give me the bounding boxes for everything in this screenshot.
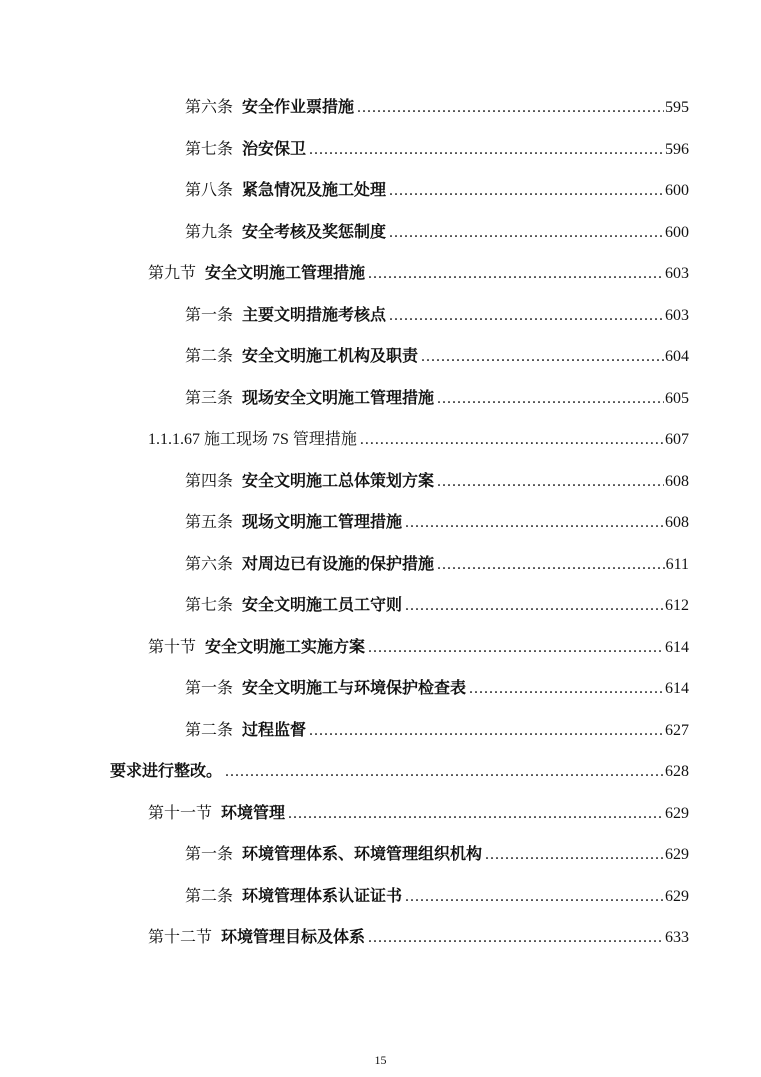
- toc-entry[interactable]: [185, 554, 689, 576]
- toc-section-entry[interactable]: [148, 637, 689, 659]
- toc-entry-page: 595: [665, 99, 689, 116]
- toc-entry-page: 614: [665, 639, 689, 656]
- toc-entry[interactable]: [185, 346, 689, 368]
- dot-leader: [357, 97, 664, 119]
- toc-numbered-entry[interactable]: [148, 429, 689, 451]
- toc-entry-page: 628: [665, 763, 689, 780]
- toc-entry-page: 627: [665, 722, 689, 739]
- toc-entry-title: 主要文明措施考核点: [242, 307, 387, 324]
- toc-entry[interactable]: [185, 844, 689, 866]
- toc-entry-prefix: 第五条: [185, 514, 234, 531]
- toc-entry-title: 环境管理目标及体系: [221, 929, 366, 946]
- toc-entry-prefix: 第六条: [185, 99, 234, 116]
- toc-entry-prefix: 第七条: [185, 141, 234, 158]
- dot-leader: [389, 305, 664, 327]
- toc-entry-title: 要求进行整改。: [110, 763, 223, 780]
- toc-entry-page: 614: [665, 680, 689, 697]
- toc-entry-page: 603: [665, 307, 689, 324]
- toc-entry-prefix: 第一条: [185, 680, 234, 697]
- toc-entry-page: 605: [665, 390, 689, 407]
- toc-entry-page: 596: [665, 141, 689, 158]
- toc-entry-prefix: 第十二节: [148, 929, 213, 946]
- toc-entry-title: 安全文明施工管理措施: [205, 265, 366, 282]
- dot-leader: [360, 429, 664, 451]
- toc-entry-title: 安全考核及奖惩制度: [242, 224, 387, 241]
- dot-leader: [309, 139, 664, 161]
- toc-entry-prefix: 第二条: [185, 348, 234, 365]
- toc-entry-prefix: 第三条: [185, 390, 234, 407]
- dot-leader: [405, 886, 664, 908]
- toc-section-entry[interactable]: [148, 263, 689, 285]
- dot-leader: [437, 388, 664, 410]
- dot-leader: [389, 180, 664, 202]
- toc-entry-page: 611: [665, 556, 689, 573]
- toc-entry-page: 608: [665, 473, 689, 490]
- toc-entry-prefix: 第七条: [185, 597, 234, 614]
- toc-entry-prefix: 第二条: [185, 722, 234, 739]
- toc-entry-page: 612: [665, 597, 689, 614]
- dot-leader: [288, 803, 664, 825]
- toc-entry-page: 607: [665, 431, 689, 448]
- toc-entry[interactable]: [185, 595, 689, 617]
- toc-entry-page: 629: [665, 805, 689, 822]
- dot-leader: [389, 222, 664, 244]
- toc-entry-title: 对周边已有设施的保护措施: [242, 556, 435, 573]
- toc-entry-prefix: 第四条: [185, 473, 234, 490]
- toc-entry-page: 604: [665, 348, 689, 365]
- toc-entry-prefix: 第九节: [148, 265, 197, 282]
- toc-entry-title: 治安保卫: [242, 141, 307, 158]
- toc-entry[interactable]: [185, 305, 689, 327]
- dot-leader: [437, 471, 664, 493]
- toc-entry-prefix: 第八条: [185, 182, 234, 199]
- toc-entry-title: 现场安全文明施工管理措施: [242, 390, 435, 407]
- toc-entry-page: 603: [665, 265, 689, 282]
- toc-entry-title: 现场文明施工管理措施: [242, 514, 403, 531]
- toc-section-entry[interactable]: [148, 803, 689, 825]
- dot-leader: [368, 927, 664, 949]
- dot-leader: [405, 512, 664, 534]
- toc-entry-prefix: 第一条: [185, 846, 234, 863]
- toc-entry-title: 安全作业票措施: [242, 99, 355, 116]
- toc-entry-page: 633: [665, 929, 689, 946]
- toc-entry-title: 环境管理体系认证证书: [242, 888, 403, 905]
- toc-entry[interactable]: [185, 678, 689, 700]
- dot-leader: [469, 678, 664, 700]
- toc-entry-title: 1.1.1.67 施工现场 7S 管理措施: [148, 431, 357, 448]
- dot-leader: [309, 720, 664, 742]
- toc-entry-title: 紧急情况及施工处理: [242, 182, 387, 199]
- toc-top-entry[interactable]: [110, 761, 689, 783]
- dot-leader: [421, 346, 664, 368]
- toc-entry-page: 629: [665, 888, 689, 905]
- toc-entry-page: 600: [665, 224, 689, 241]
- dot-leader: [368, 637, 664, 659]
- toc-section-entry[interactable]: [148, 927, 689, 949]
- toc-entry-prefix: 第一条: [185, 307, 234, 324]
- toc-entry-title: 过程监督: [242, 722, 307, 739]
- toc-entry-title: 安全文明施工机构及职责: [242, 348, 419, 365]
- dot-leader: [405, 595, 664, 617]
- toc-entry[interactable]: [185, 471, 689, 493]
- toc-entry[interactable]: [185, 97, 689, 119]
- dot-leader: [368, 263, 664, 285]
- toc-entry-prefix: 第六条: [185, 556, 234, 573]
- toc-entry-page: 608: [665, 514, 689, 531]
- toc-entry[interactable]: [185, 180, 689, 202]
- toc-entry[interactable]: [185, 139, 689, 161]
- dot-leader: [437, 554, 665, 576]
- toc-entry-prefix: 第二条: [185, 888, 234, 905]
- toc-entry-page: 600: [665, 182, 689, 199]
- toc-entry-page: 629: [665, 846, 689, 863]
- toc-entry-prefix: 第十节: [148, 639, 197, 656]
- toc-entry-title: 安全文明施工总体策划方案: [242, 473, 435, 490]
- toc-entry[interactable]: [185, 512, 689, 534]
- toc-entry-title: 安全文明施工实施方案: [205, 639, 366, 656]
- toc-entry-title: 安全文明施工与环境保护检查表: [242, 680, 467, 697]
- toc-entry-title: 环境管理体系、环境管理组织机构: [242, 846, 483, 863]
- toc-entry-title: 安全文明施工员工守则: [242, 597, 403, 614]
- dot-leader: [225, 761, 664, 783]
- dot-leader: [485, 844, 664, 866]
- toc-entry-title: 环境管理: [221, 805, 286, 822]
- toc-entry[interactable]: [185, 222, 689, 244]
- toc-entry-prefix: 第十一节: [148, 805, 213, 822]
- page-number: 15: [374, 1053, 387, 1067]
- toc-entry[interactable]: [185, 886, 689, 908]
- toc-entry-prefix: 第九条: [185, 224, 234, 241]
- toc-entry[interactable]: [185, 388, 689, 410]
- toc-entry[interactable]: [185, 720, 689, 742]
